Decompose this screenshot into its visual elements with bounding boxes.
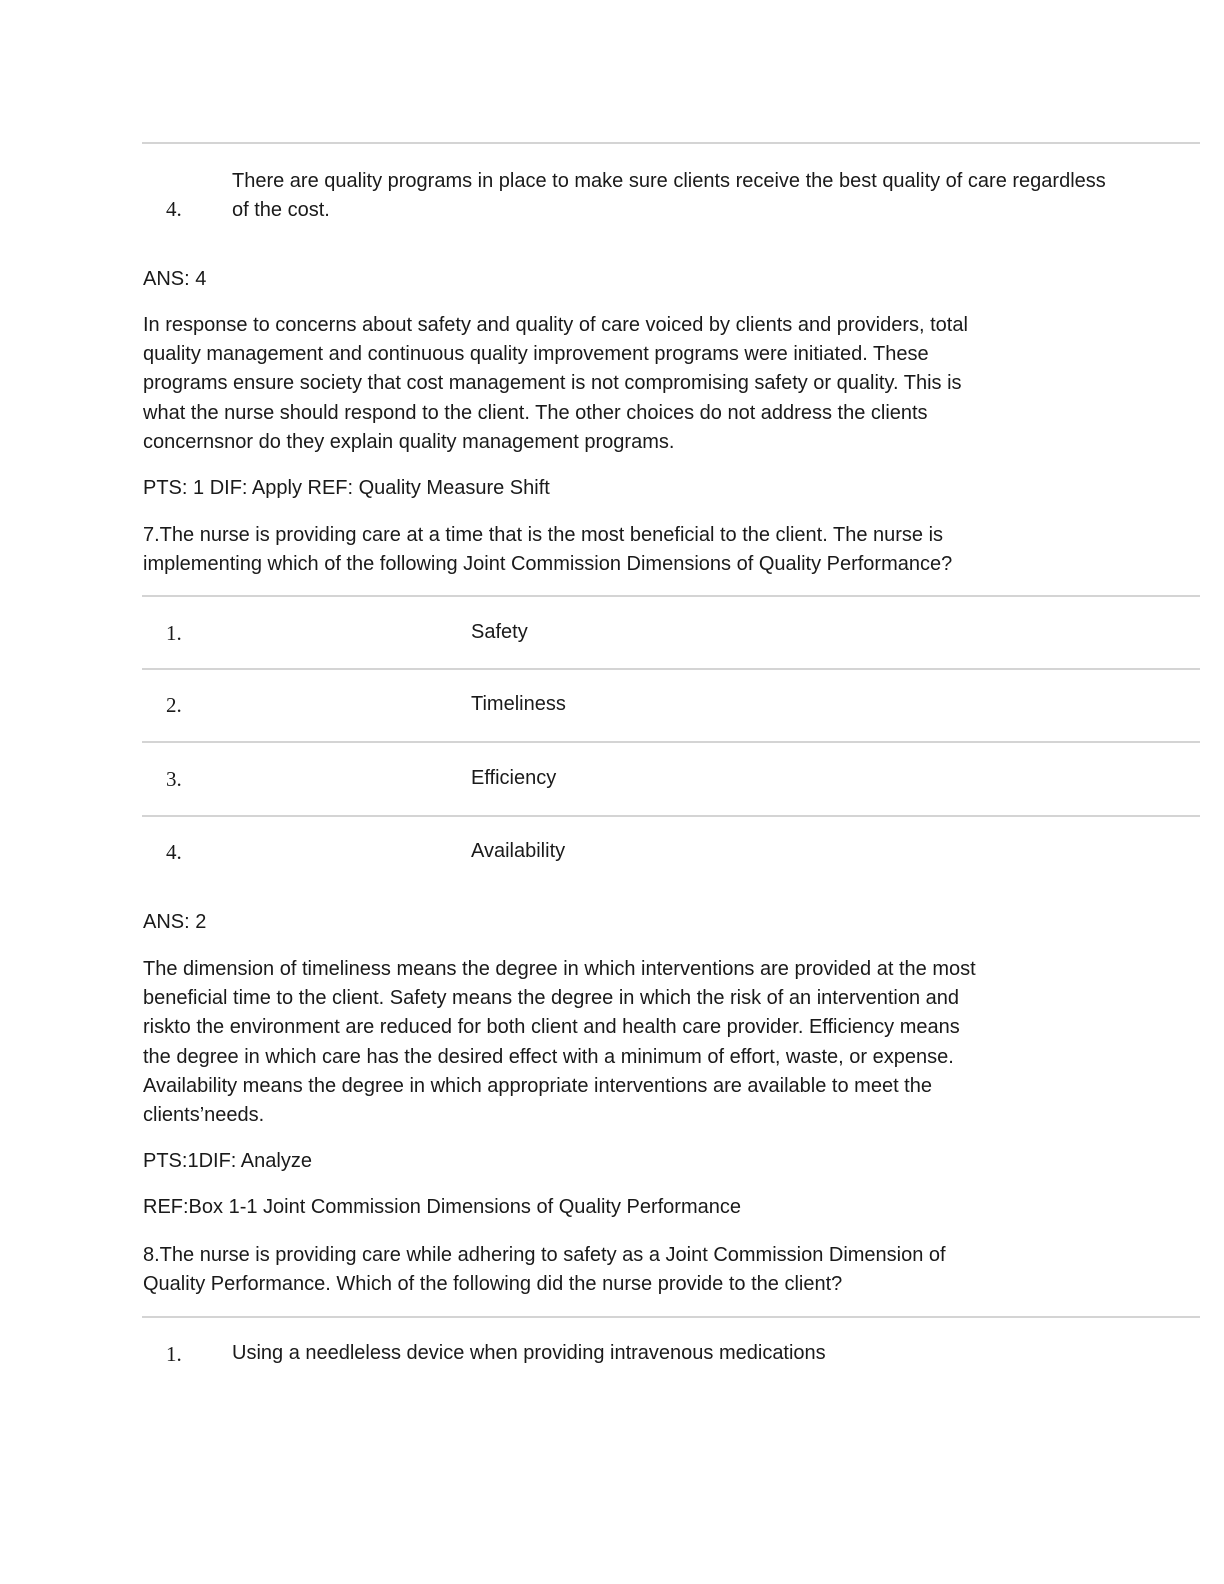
option-label: Using a needleless device when providing intravenous medications bbox=[232, 1342, 826, 1364]
rationale-line: the degree in which care has the desired effect with a minimum of effort, waste, or expense. bbox=[143, 1045, 954, 1068]
option-text-line: There are quality programs in place to make sure clients receive the best quality of care regardless bbox=[232, 170, 1106, 192]
rationale-line: riskto the environment are reduced for both client and health care provider. Efficiency means bbox=[143, 1016, 960, 1039]
option-number: 1. bbox=[166, 1342, 182, 1366]
rationale-line: In response to concerns about safety and quality of care voiced by clients and providers, total bbox=[143, 314, 968, 336]
option-number: 4. bbox=[166, 840, 182, 864]
table-divider bbox=[142, 595, 1200, 597]
rationale-line: Availability means the degree in which appropriate interventions are available to meet the bbox=[143, 1074, 932, 1097]
option-number: 3. bbox=[166, 767, 182, 791]
rationale-line: what the nurse should respond to the client. The other choices do not address the clients bbox=[143, 401, 928, 424]
rationale-line: clients’needs. bbox=[143, 1104, 265, 1127]
rationale-line: beneficial time to the client. Safety means the degree in which the risk of an intervention and bbox=[143, 987, 960, 1010]
option-text bbox=[232, 167, 1106, 225]
rationale-paragraph bbox=[143, 311, 968, 457]
question-stem bbox=[143, 1241, 946, 1299]
question-meta: PTS:1DIF: Analyze bbox=[143, 1150, 312, 1172]
option-label: Timeliness bbox=[471, 693, 566, 715]
question-stem-line: 7.The nurse is providing care at a time that is the most beneficial to the client. The nurse is bbox=[143, 524, 944, 546]
divider bbox=[142, 142, 1200, 144]
option-number: 4. bbox=[166, 197, 182, 221]
option-label: Availability bbox=[471, 840, 566, 862]
rationale-line: programs ensure society that cost management is not compromising safety or quality. This is bbox=[143, 372, 962, 395]
option-label: Safety bbox=[471, 621, 528, 643]
rationale-line: The dimension of timeliness means the degree in which interventions are provided at the most bbox=[143, 958, 976, 980]
table-divider bbox=[142, 741, 1200, 743]
table-divider bbox=[142, 1316, 1200, 1318]
table-divider bbox=[142, 815, 1200, 817]
question-stem-line: implementing which of the following Joint Commission Dimensions of Quality Performance? bbox=[143, 553, 953, 576]
table-divider bbox=[142, 668, 1200, 670]
answer-label: ANS: 4 bbox=[143, 268, 207, 290]
rationale-paragraph bbox=[143, 955, 976, 1130]
option-text-line: of the cost. bbox=[232, 199, 330, 221]
question-stem-line: Quality Performance. Which of the following did the nurse provide to the client? bbox=[143, 1273, 843, 1296]
question-stem bbox=[143, 521, 952, 579]
option-number: 1. bbox=[166, 621, 182, 645]
rationale-line: concernsnor do they explain quality management programs. bbox=[143, 430, 675, 453]
question-reference: REF:Box 1-1 Joint Commission Dimensions of Quality Performance bbox=[143, 1196, 741, 1218]
answer-label: ANS: 2 bbox=[143, 911, 207, 933]
option-label: Efficiency bbox=[471, 767, 557, 789]
question-meta: PTS: 1 DIF: Apply REF: Quality Measure Shift bbox=[143, 477, 550, 499]
option-number: 2. bbox=[166, 693, 182, 717]
rationale-line: quality management and continuous quality improvement programs were initiated. These bbox=[143, 343, 929, 366]
question-stem-line: 8.The nurse is providing care while adhering to safety as a Joint Commission Dimension of bbox=[143, 1244, 946, 1266]
